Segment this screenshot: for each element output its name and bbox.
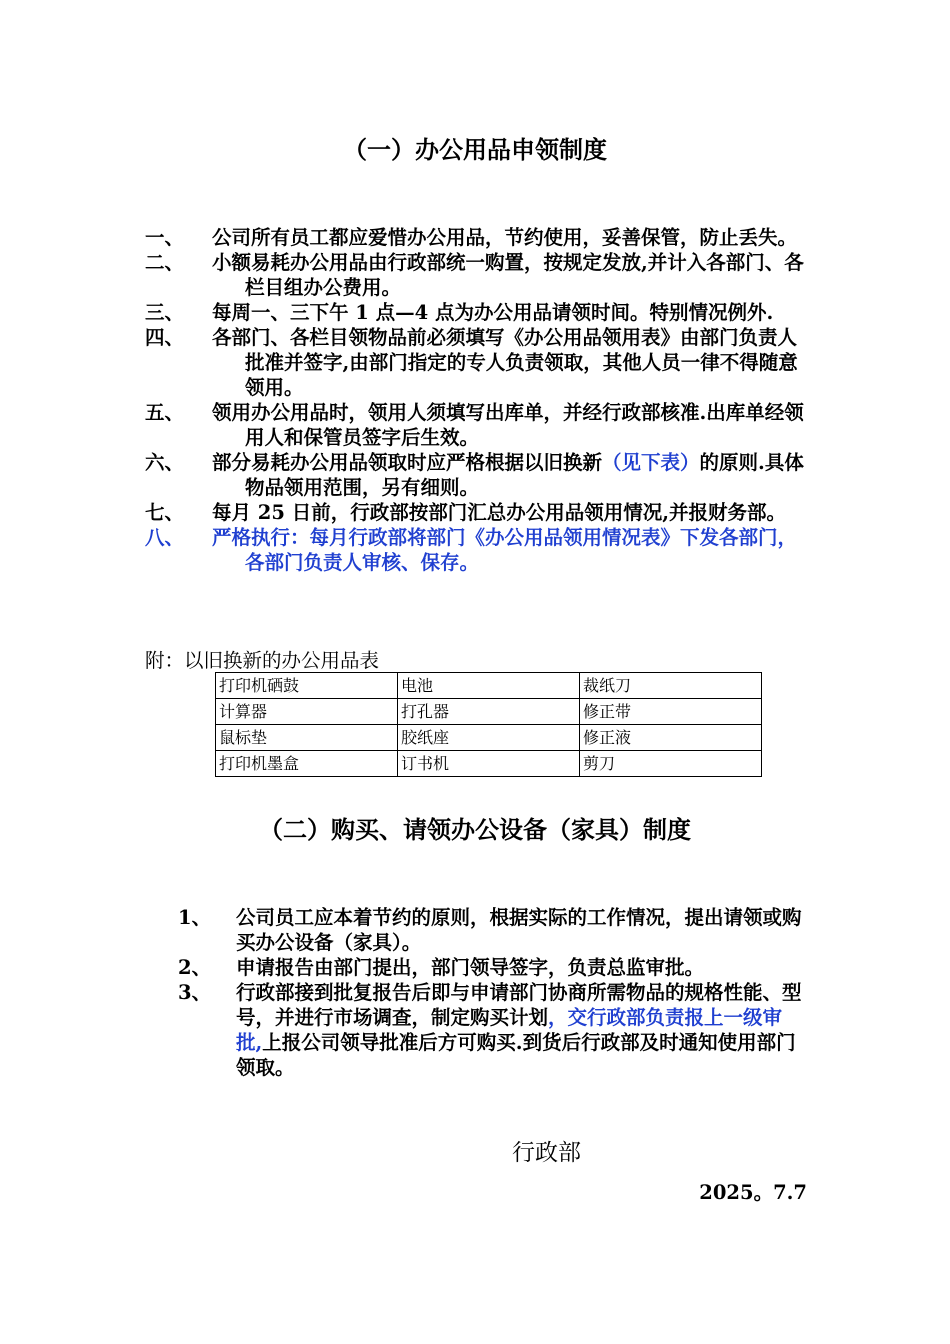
rule-number: 四、: [145, 326, 185, 349]
step-text-highlight: ，交行政部负责报上一级审批,: [236, 1006, 783, 1054]
table-row: [216, 673, 762, 699]
table-cell: 修正液: [580, 725, 762, 751]
table-cell: 剪刀: [580, 751, 762, 777]
step-text-part: 上报公司领导批准后方可购买.到货后行政部及时通知使用部门领取。: [236, 1031, 796, 1079]
rule-text: 公司所有员工都应爱惜办公用品，节约使用，妥善保管，防止丢失。: [212, 226, 798, 249]
step-item: [178, 955, 807, 980]
table-cell: 打印机硒鼓: [216, 673, 398, 699]
table-cell: 电池: [398, 673, 580, 699]
department-signature: 行政部: [512, 1140, 581, 1166]
rule-number: 八、: [145, 526, 185, 549]
rule-number: 六、: [145, 451, 185, 474]
rule-text-part: 的原则.具体物品领用范围，另有细则。: [245, 451, 804, 499]
rule-text: 每月 25 日前，行政部按部门汇总办公用品领用情况,并报财务部。: [212, 501, 787, 524]
rule-text: 严格执行：每月行政部将部门《办公用品领用情况表》下发各部门，各部门负责人审核、保存。: [212, 526, 798, 574]
table-cell: 订书机: [398, 751, 580, 777]
step-text: [236, 980, 807, 1080]
step-number: 1、: [178, 906, 212, 929]
rule-text: 各部门、各栏目领物品前必须填写《办公用品领用表》由部门负责人批准并签字,由部门指定的专人负责领取，其他人员一律不得随意领用。: [212, 326, 798, 399]
rule-text: 小额易耗办公用品由行政部统一购置，按规定发放,并计入各部门、各栏目组办公费用。: [212, 251, 804, 299]
table-cell: 鼠标垫: [216, 725, 398, 751]
rule-number: 五、: [145, 401, 185, 424]
rules-list: [145, 225, 807, 575]
rule-item: [145, 450, 807, 500]
table-cell: 计算器: [216, 699, 398, 725]
rule-number: 二、: [145, 251, 185, 274]
step-number: 2、: [178, 956, 212, 979]
step-text: 申请报告由部门提出，部门领导签字，负责总监审批。: [236, 956, 705, 979]
rule-item: [145, 300, 807, 325]
table-cell: 裁纸刀: [580, 673, 762, 699]
table-cell: 胶纸座: [398, 725, 580, 751]
table-row: [216, 699, 762, 725]
steps-list: [178, 905, 807, 1080]
rule-item: [145, 400, 807, 450]
rule-number: 一、: [145, 226, 185, 249]
step-number: 3、: [178, 981, 212, 1004]
rule-item: [145, 250, 807, 300]
table-cell: 打印机墨盒: [216, 751, 398, 777]
table-cell: 修正带: [580, 699, 762, 725]
section1-title: （一）办公用品申领制度: [343, 135, 607, 164]
rule-number: 三、: [145, 301, 185, 324]
rule-text-part: 部分易耗办公用品领取时应严格根据以旧换新: [212, 451, 603, 474]
step-text: 公司员工应本着节约的原则，根据实际的工作情况，提出请领或购买办公设备（家具）。: [236, 906, 802, 954]
step-text-part: 行政部接到批复报告后即与申请部门协商所需物品的规格性能、型号，并进行市场调查，制定购买计划: [236, 981, 802, 1029]
table-row: [216, 725, 762, 751]
document-date: 2025。7.7: [699, 1181, 807, 1204]
rule-text: [212, 450, 807, 500]
table-cell: 打孔器: [398, 699, 580, 725]
step-item: [178, 905, 807, 955]
rule-text: 每周一、三下午 1 点—4 点为办公用品请领时间。特别情况例外.: [212, 301, 774, 324]
rule-item: [145, 500, 807, 525]
rule-item: [145, 325, 807, 400]
rule-text-highlight: （见下表）: [602, 451, 700, 474]
table-caption: 附：以旧换新的办公用品表: [145, 649, 380, 672]
exchange-items-table: [215, 672, 762, 777]
step-item: [178, 980, 807, 1080]
rule-item: [145, 225, 807, 250]
rule-item-highlighted: [145, 525, 807, 575]
table-row: [216, 751, 762, 777]
rule-number: 七、: [145, 501, 185, 524]
section2-title: （二）购买、请领办公设备（家具）制度: [259, 815, 691, 844]
rule-text: 领用办公用品时，领用人须填写出库单，并经行政部核准.出库单经领用人和保管员签字后生效。: [212, 401, 804, 449]
